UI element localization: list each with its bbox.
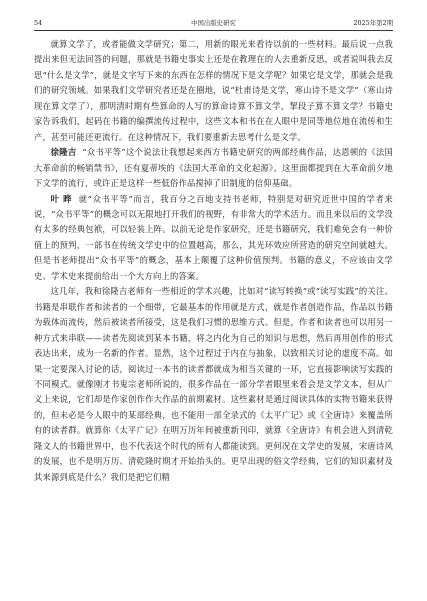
article-body [34,37,393,485]
speaker-name: 叶 晔 [50,193,73,204]
paragraph-text: 就算文学了，或者能做文学研究；第二，用新的眼光来看待以前的一些材料。最后说一点我提出来但无法回答的问题，那就是书籍史事实上还是在教理在的人去重新反思，或者说叫我去反思“什么是文学”，就是文字写下来的东西在怎样的情况下是文学呢？如果它是文学，那就会是我们的研究领域。如果我们文学研究者还是在圈地，说“杜甫诗是文学，寒山诗不是文学”（寒山诗现在算文学了），那明清时期有些算命的人写的算命诗算不算文学，挈段子算不算文学？书籍史家告诉我们，起码在书籍的编撰流传过程中，这些文本和书在在人眼中是同等地位地在流传和生产，甚至可能还更流行。在这种情况下，我们要重新去思考什么是文学。 [34,39,393,142]
running-header [34,16,393,30]
paragraph [34,37,393,145]
paragraph [34,192,393,285]
paragraph-text: 就“众书平等”而言，我百分之百地支持书老师，特别是对研究近世中国的学者来说，“众书平等”的概念可以无限地打开我们的视野，有非常大的学术活力。而且来以后的文学没有太多的经典包袱，可以轻装上阵。以前无论是作家研究，还是书籍研究，我们难免会有一种价值上的预判，一部书在传统文学史中的位置越高，那么，其光环效应所营造的研究空间就越大。但是书老师提出“众书平等”的概念，基本上颠覆了这种价值预判。书籍的意义，不应该由文学史、学术史来提前给出一个大方向上的答案。 [34,193,393,281]
header-rule [34,30,393,31]
page-number: 54 [34,19,43,27]
paragraph [34,145,393,191]
paragraph-text: 这几年，我和徐隆吉老师有一些相近的学术兴趣，比如对“读写转换”或“读写实践”的关注。书籍是串联作者和读者的一个细带，它最基本的作用就是方式，就是作者创造作品，作品以书籍为载体而流传，然后被读者所接受，这是我们习惯的思维方式。但是，作者和读者也可以用另一种方式来串联——读者先阅读到某本书籍，将之内化为自己的知识与思想，然后再用创作的形式表达出来，成为一名新的作者。显然，这个过程过于内在与抽象，以致相关讨论的虚度不高。如果一定要深入讨论的话，阅读过一本书的读者都就成为相当关键的一环，它直接影响读写实践的不同模式。就像刚才书鬼宗老师所说的，很多作品在一部分学者眼里来看会是文学文本，但从广义上来说，它们却是作家创作作大作品的前期素材。这些素材是通过阅读具体的实物书籍来获得的，但未必是今人眼中的某部经典，也不能用一部全录式的《太平广记》或《全唐诗》来覆盖所有的读者群。就算你《太平广记》在明万历年间被重新刊印，就算《全唐诗》有机会进入到清乾隆文人的书籍世界中，也不代表这个时代的所有人都能读到。更何况在文学史的发展，宋唐诗风的发展，也不是明万历、清乾隆时期才开始抬头的。更早出现的俗文学经典，它们的知识素材及其来源到底是什么？我们是把它们精 [34,286,393,482]
issue-label: 2025年第2期 [353,19,393,27]
paragraph-text: “众书平等”这个说法让我想起来西方书籍史研究的两部经典作品，达恩顿的《法国大革命前的畅销禁书》，还有夏蒂埃的《法国大革命的文化起源》。这里面都提到在大革命前夕地下文学的流行，或许正是这样一些低俗作品搅掉了旧制度的信仰基础。 [34,147,393,189]
speaker-name: 徐隆吉 [50,147,77,158]
paragraph [34,284,393,485]
journal-title: 中国出版史研究 [191,19,236,27]
